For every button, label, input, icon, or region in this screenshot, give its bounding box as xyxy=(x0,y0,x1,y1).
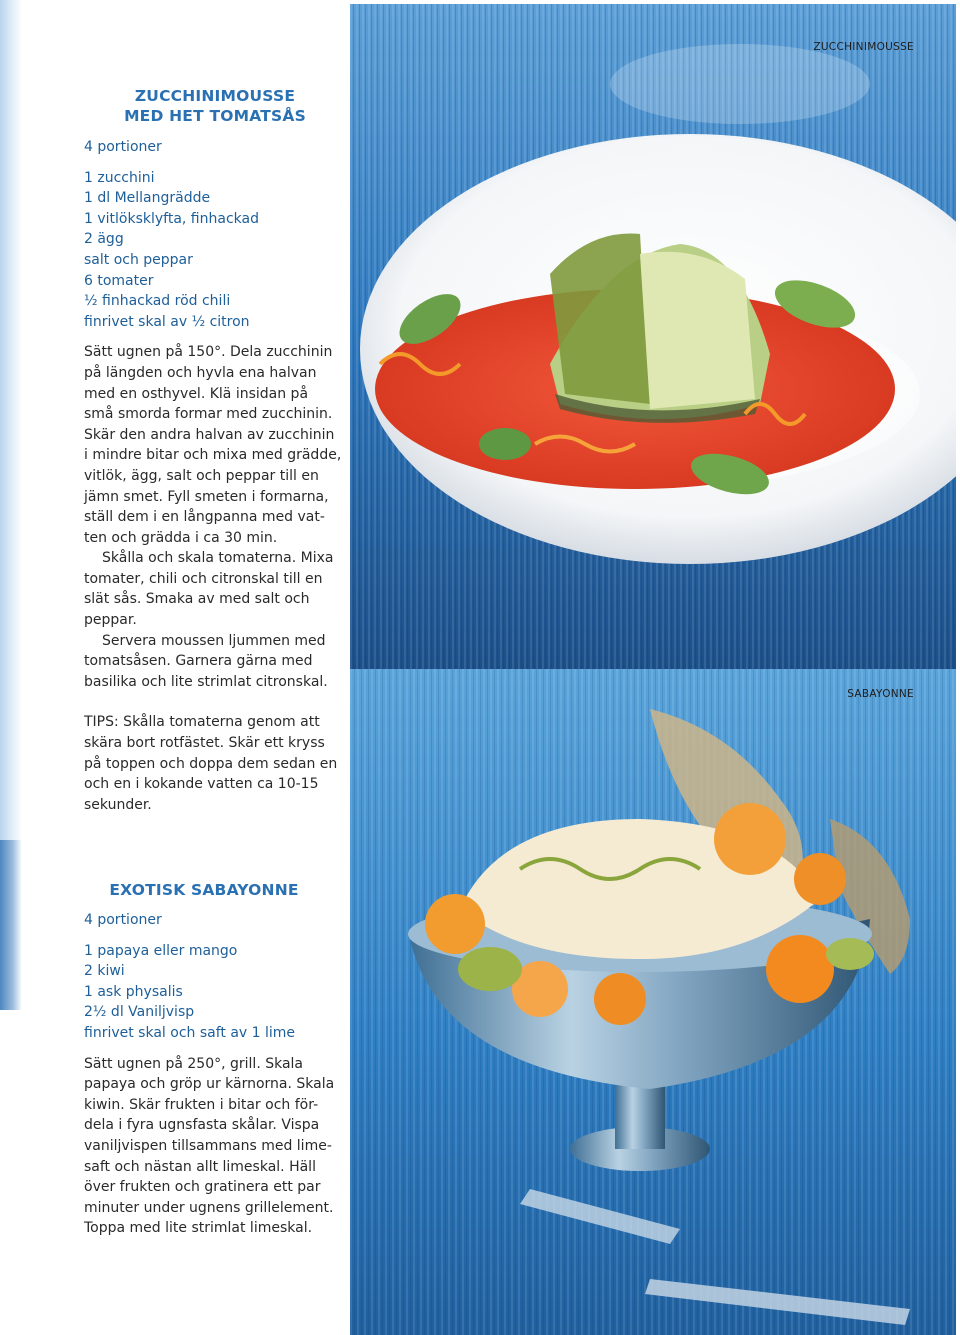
tips-line: sekunder. xyxy=(84,796,152,813)
recipe1-servings: 4 portioner xyxy=(84,139,162,155)
method-line: vaniljvispen tillsammans med lime- xyxy=(84,1137,332,1154)
method-line: kiwin. Skär frukten i bitar och för- xyxy=(84,1096,319,1113)
recipe2-text-column xyxy=(84,910,346,1239)
ingredient-item: 6 tomater xyxy=(84,272,154,289)
recipe2-method xyxy=(84,1054,346,1239)
method-line: peppar. xyxy=(84,612,137,629)
ingredient-item: 1 papaya eller mango xyxy=(84,942,238,959)
method-line: i mindre bitar och mixa med grädde, xyxy=(84,447,342,464)
ingredient-item: 1 vitlöksklyfta, finhackad xyxy=(84,210,259,227)
recipe2-ingredient-list xyxy=(84,941,346,1044)
method-line: Sätt ugnen på 150°. Dela zucchinin xyxy=(84,344,333,361)
ingredient-item: 1 zucchini xyxy=(84,169,155,186)
method-line: små smorda formar med zucchinin. xyxy=(84,406,333,423)
tips-line: på toppen och doppa dem sedan en xyxy=(84,755,338,772)
method-line: dela i fyra ugnsfasta skålar. Vispa xyxy=(84,1117,320,1134)
method-line: vitlök, ägg, salt och peppar till en xyxy=(84,467,319,484)
method-line: Servera moussen ljummen med xyxy=(102,632,326,649)
method-line: saft och nästan allt limeskal. Häll xyxy=(84,1158,316,1175)
ingredient-item: 2 kiwi xyxy=(84,963,125,980)
ingredient-item: 1 dl Mellangrädde xyxy=(84,190,211,207)
recipe1-method xyxy=(84,342,346,692)
ingredient-item: finrivet skal och saft av 1 lime xyxy=(84,1024,296,1041)
method-line: Toppa med lite strimlat limeskal. xyxy=(84,1220,313,1237)
page-edge-strip-top xyxy=(0,0,22,860)
tips-line: TIPS: Skålla tomaterna genom att xyxy=(84,714,320,731)
method-line: slät sås. Smaka av med salt och xyxy=(84,591,310,608)
zucchini-photo-label: ZUCCHINIMOUSSE xyxy=(813,41,914,53)
method-line: över frukten och gratinera ett par xyxy=(84,1179,321,1196)
method-line: Sätt ugnen på 250°, grill. Skala xyxy=(84,1055,304,1072)
method-line: minuter under ugnens grillelement. xyxy=(84,1199,334,1216)
recipe1-title-line2: MED HET TOMATSÅS xyxy=(124,107,306,125)
method-line: ten och grädda i ca 30 min. xyxy=(84,529,278,546)
ingredient-item: ½ finhackad röd chili xyxy=(84,293,231,310)
recipe1-title xyxy=(84,86,346,126)
recipe2-title: EXOTISK SABAYONNE xyxy=(109,881,299,899)
recipe1-ingredient-list xyxy=(84,168,346,333)
ingredient-item: 2 ägg xyxy=(84,231,124,248)
method-line: Skär den andra halvan av zucchinin xyxy=(84,426,335,443)
ingredient-item: 2½ dl Vaniljvisp xyxy=(84,1004,195,1021)
method-line: tomater, chili och citronskal till en xyxy=(84,570,323,587)
tips-line: och en i kokande vatten ca 10-15 xyxy=(84,776,319,793)
method-line: papaya och gröp ur kärnorna. Skala xyxy=(84,1076,335,1093)
recipe1-text-column xyxy=(84,137,346,815)
recipe2-servings: 4 portioner xyxy=(84,912,162,928)
zucchini-mousse-photo xyxy=(350,4,956,669)
recipe1-tips xyxy=(84,712,346,815)
page-edge-strip-bottom xyxy=(0,840,22,1010)
tips-line: skära bort rotfästet. Skär ett kryss xyxy=(84,735,325,752)
method-line: ställ dem i en långpanna med vat- xyxy=(84,509,325,526)
method-line: tomatsåsen. Garnera gärna med xyxy=(84,653,313,670)
method-line: på längden och hyvla ena halvan xyxy=(84,364,317,381)
method-line: med en osthyvel. Klä insidan på xyxy=(84,385,309,402)
ingredient-item: salt och peppar xyxy=(84,251,193,268)
sabayonne-photo-label: SABAYONNE xyxy=(847,688,914,700)
method-line: jämn smet. Fyll smeten i formarna, xyxy=(84,488,329,505)
sabayonne-photo xyxy=(350,669,956,1335)
method-line: basilika och lite strimlat citronskal. xyxy=(84,673,328,690)
ingredient-item: finrivet skal av ½ citron xyxy=(84,313,250,330)
recipe1-title-line1: ZUCCHINIMOUSSE xyxy=(134,87,296,105)
ingredient-item: 1 ask physalis xyxy=(84,983,183,1000)
method-line: Skålla och skala tomaterna. Mixa xyxy=(102,550,334,567)
